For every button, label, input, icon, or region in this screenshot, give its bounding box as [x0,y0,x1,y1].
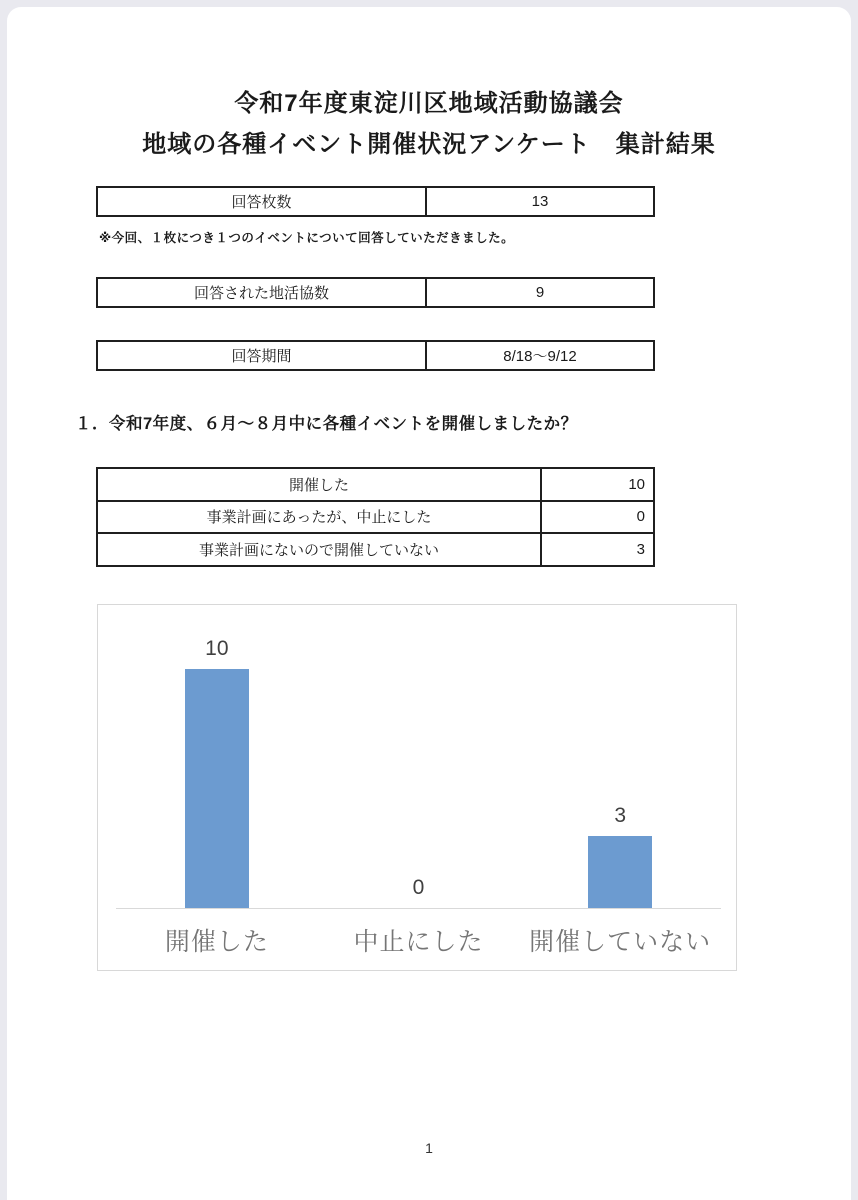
category-label: 中止にした [353,928,484,956]
chart-slot [116,605,318,908]
response-sheets-table [96,186,655,217]
page-number: 1 [425,1140,433,1156]
answer-label: 開催した [97,468,541,501]
response-sheets-label: 回答枚数 [97,187,426,216]
chart-x-axis [116,908,721,909]
bar-value-label: 0 [412,876,425,899]
answer-value: 10 [541,468,654,501]
answer-label: 事業計画にあったが、中止にした [97,501,541,534]
question-1-heading: １．令和7年度、６月～８月中に各種イベントを開催しましたか？ [75,415,578,433]
chart-category-labels [116,922,721,958]
responding-groups-value: 9 [426,278,654,307]
question-1-results-table [96,467,655,567]
table-row [97,187,654,216]
bar-chart [97,604,737,971]
chart-plot-area [116,605,721,908]
bar-kaisaishiteinai [588,836,652,908]
table-row [97,278,654,307]
chart-slot [519,605,721,908]
answer-label: 事業計画にないので開催していない [97,533,541,566]
table-row [97,533,654,566]
response-period-label: 回答期間 [97,341,426,370]
answer-value: 3 [541,533,654,566]
bar-value-label: 10 [205,637,229,660]
category-label: 開催していない [529,928,712,956]
answer-value: 0 [541,501,654,534]
response-period-value: 8/18～9/12 [426,341,654,370]
chart-slot [318,605,520,908]
response-period-table [96,340,655,371]
response-note: ※今回、１枚につき１つのイベントについて回答していただきました。 [99,231,515,245]
title-line-1: 令和7年度東淀川区地域活動協議会 [234,90,624,117]
document-title [7,83,851,165]
response-sheets-value: 13 [426,187,654,216]
document-page [7,7,851,1200]
table-row [97,468,654,501]
table-row [97,341,654,370]
category-label: 開催した [164,928,269,956]
responding-groups-label: 回答された地活協数 [97,278,426,307]
bar-value-label: 3 [614,804,627,828]
responding-groups-table [96,277,655,308]
title-line-2: 地域の各種イベント開催状況アンケート 集計結果 [142,131,716,158]
table-row [97,501,654,534]
bar-kaisaishita [185,669,249,908]
